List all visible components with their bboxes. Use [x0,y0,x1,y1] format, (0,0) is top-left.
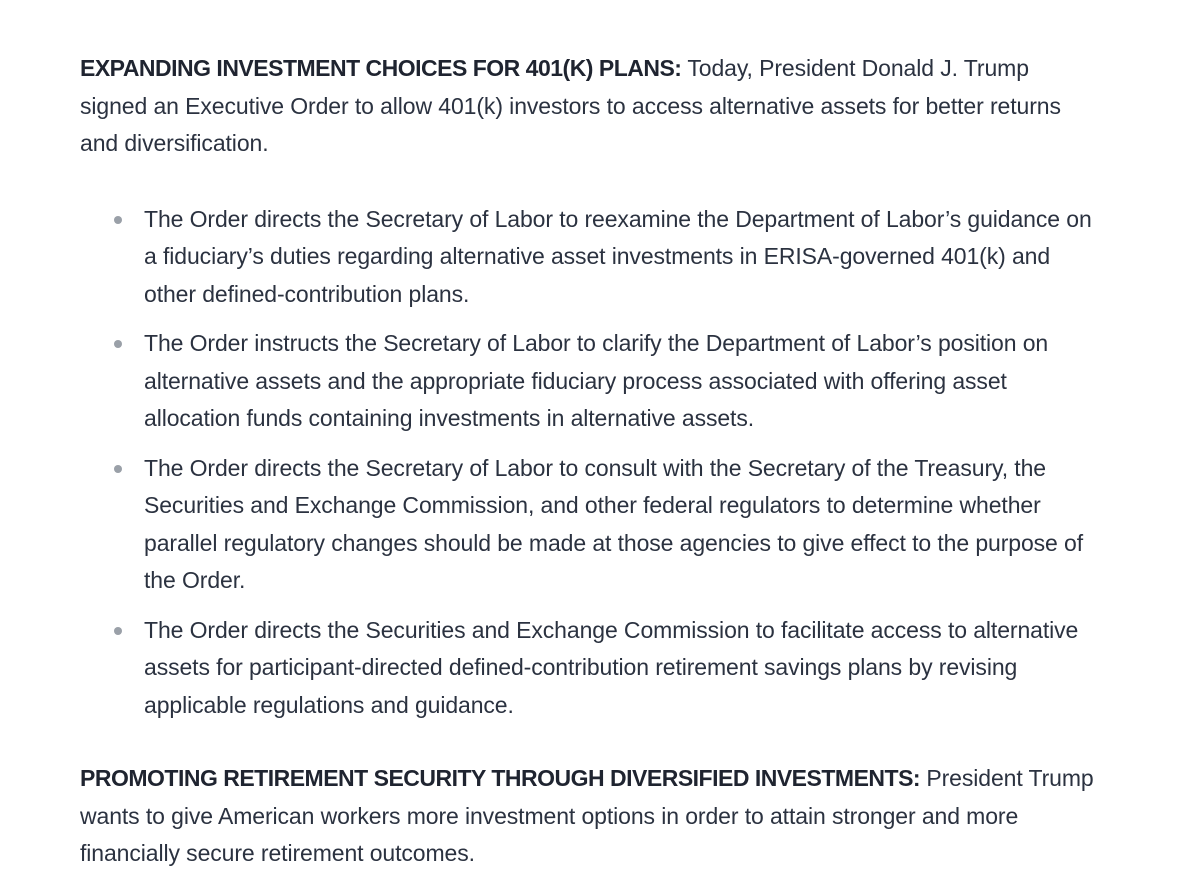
order-directives-list [80,201,1100,725]
list-item [80,325,1100,438]
list-item [80,612,1100,725]
list-item-text: The Order directs the Secretary of Labor to reexamine the Department of Labor’s guidance on a fiduciary’s duties regarding alternative asset investments in ERISA-governed 401(k) and other defined-contribution plans. [144,205,1092,307]
fact-sheet-article [80,50,1100,873]
retirement-security-text: President Trump wants to give American workers more investment options in order to attain stronger and more financially secure retirement outcomes. [80,765,1094,866]
section-heading-retirement-security: PROMOTING RETIREMENT SECURITY THROUGH DIVERSIFIED INVESTMENTS: [80,765,921,791]
list-item [80,450,1100,600]
intro-paragraph [80,50,1100,163]
bullet-icon [114,465,122,473]
retirement-security-paragraph [80,760,1100,873]
bullet-icon [114,216,122,224]
list-item-text: The Order directs the Securities and Exchange Commission to facilitate access to alternative assets for participant-directed defined-contribution retirement savings plans by revising applicable regulations and guidance. [144,616,1079,718]
bullet-icon [114,627,122,635]
list-item-text: The Order instructs the Secretary of Labor to clarify the Department of Labor’s position on alternative assets and the appropriate fiduciary process associated with offering asset allocation funds containing investments in alternative assets. [144,330,1049,431]
list-item-text: The Order directs the Secretary of Labor to consult with the Secretary of the Treasury, the Securities and Exchange Commission, and other federal regulators to determine whether parallel regulatory changes should be made at those agencies to give effect to the purpose of the Order. [144,454,1084,593]
bullet-icon [114,340,122,348]
section-heading-expanding-choices: EXPANDING INVESTMENT CHOICES FOR 401(K) PLANS: [80,55,682,81]
list-item [80,201,1100,314]
intro-text: Today, President Donald J. Trump signed an Executive Order to allow 401(k) investors to access alternative assets for better returns and diversification. [80,55,1061,156]
